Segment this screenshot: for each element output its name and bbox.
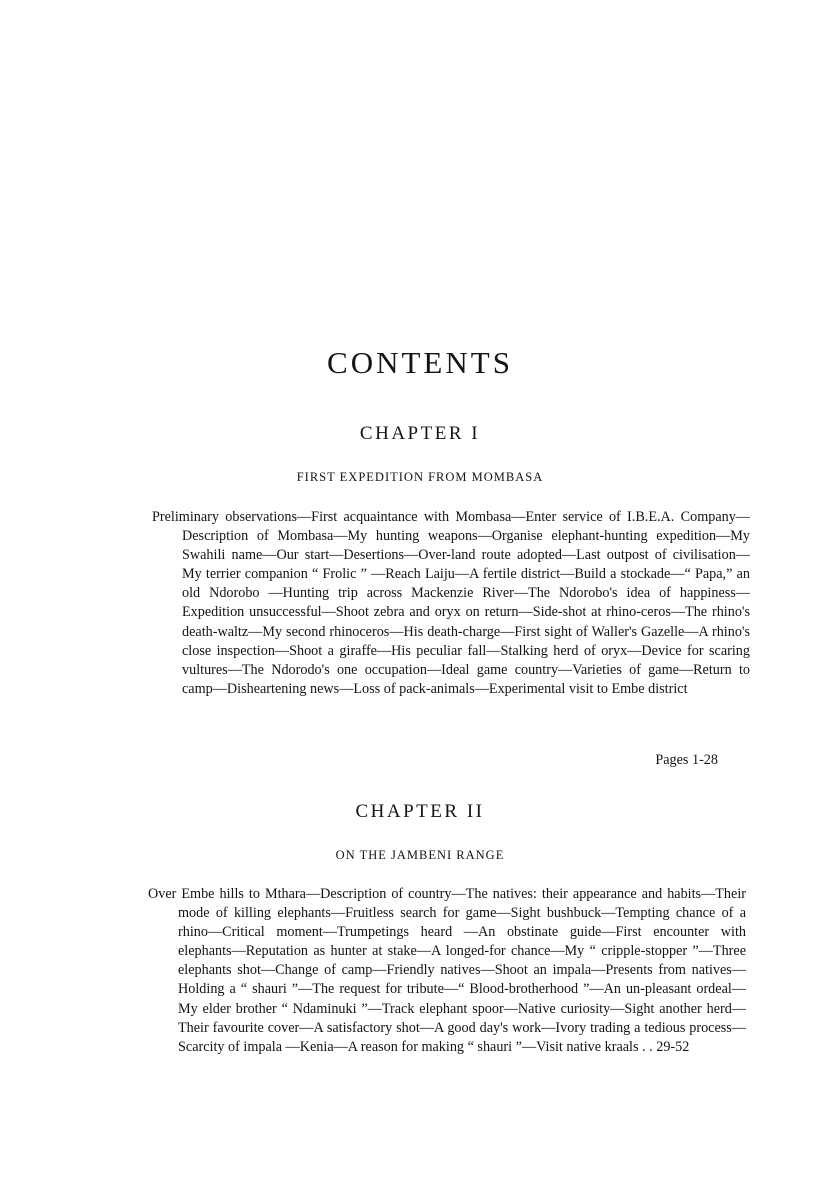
chapter-2-heading: CHAPTER II xyxy=(355,801,485,822)
chapter-1-synopsis: Preliminary observations—First acquaintance with Mombasa—Enter service of I.B.E.A. Company—Description of Mombasa—My hunting weapons—Organise elephant-hunting expedition—My Swahili name—Our start—Desertions—Over-land route adopted—Last outpost of civilisation—My terrier companion “ Frolic ” —Reach Laiju—A fertile district—Build a stockade—“ Papa,” an old Ndorobo —Hunting trip across Mackenzie River—The Ndorobo's idea of happiness—Expedition unsuccessful—Shoot zebra and oryx on return—Side-shot at rhino-ceros—The rhino's death-waltz—My second rhinoceros—His death-charge—First sight of Waller's Gazelle—A rhino's close inspection—Shoot a giraffe—His peculiar fall—Stalking herd of oryx—Device for scaring vultures—The Ndorodo's one occupation—Ideal game country—Varieties of game—Return to camp—Disheartening news—Loss of pack-animals—Experimental visit to Embe district xyxy=(152,509,750,697)
chapter-1-page-range: Pages 1-28 xyxy=(655,752,718,768)
chapter-2-subtitle: ON THE JAMBENI RANGE xyxy=(335,848,505,862)
page-title: CONTENTS xyxy=(327,345,513,380)
chapter-1-heading: CHAPTER I xyxy=(359,423,481,444)
chapter-2-synopsis: Over Embe hills to Mthara—Description of country—The natives: their appearance and habits—Their mode of killing elephants—Fruitless search for game—Sight bushbuck—Tempting chance of a rhino—Critical moment—Trumpetings heard —An obstinate guide—First encounter with elephants—Reputation as hunter at stake—A longed-for chance—My “ cripple-stopper ”—Three elephants shot—Change of camp—Friendly natives—Shoot an impala—Presents from natives—Holding a “ shauri ”—The request for tribute—“ Blood-brotherhood ”—An un-pleasant ordeal—My elder brother “ Ndaminuki ”—Track elephant spoor—Native curiosity—Sight another herd—Their favourite cover—A satisfactory shot—A good day's work—Ivory trading a tedious process—Scarcity of impala —Kenia—A reason for making “ shauri ”—Visit native kraals . . 29-52 xyxy=(148,886,746,1055)
chapter-1-subtitle: FIRST EXPEDITION FROM MOMBASA xyxy=(296,470,544,484)
